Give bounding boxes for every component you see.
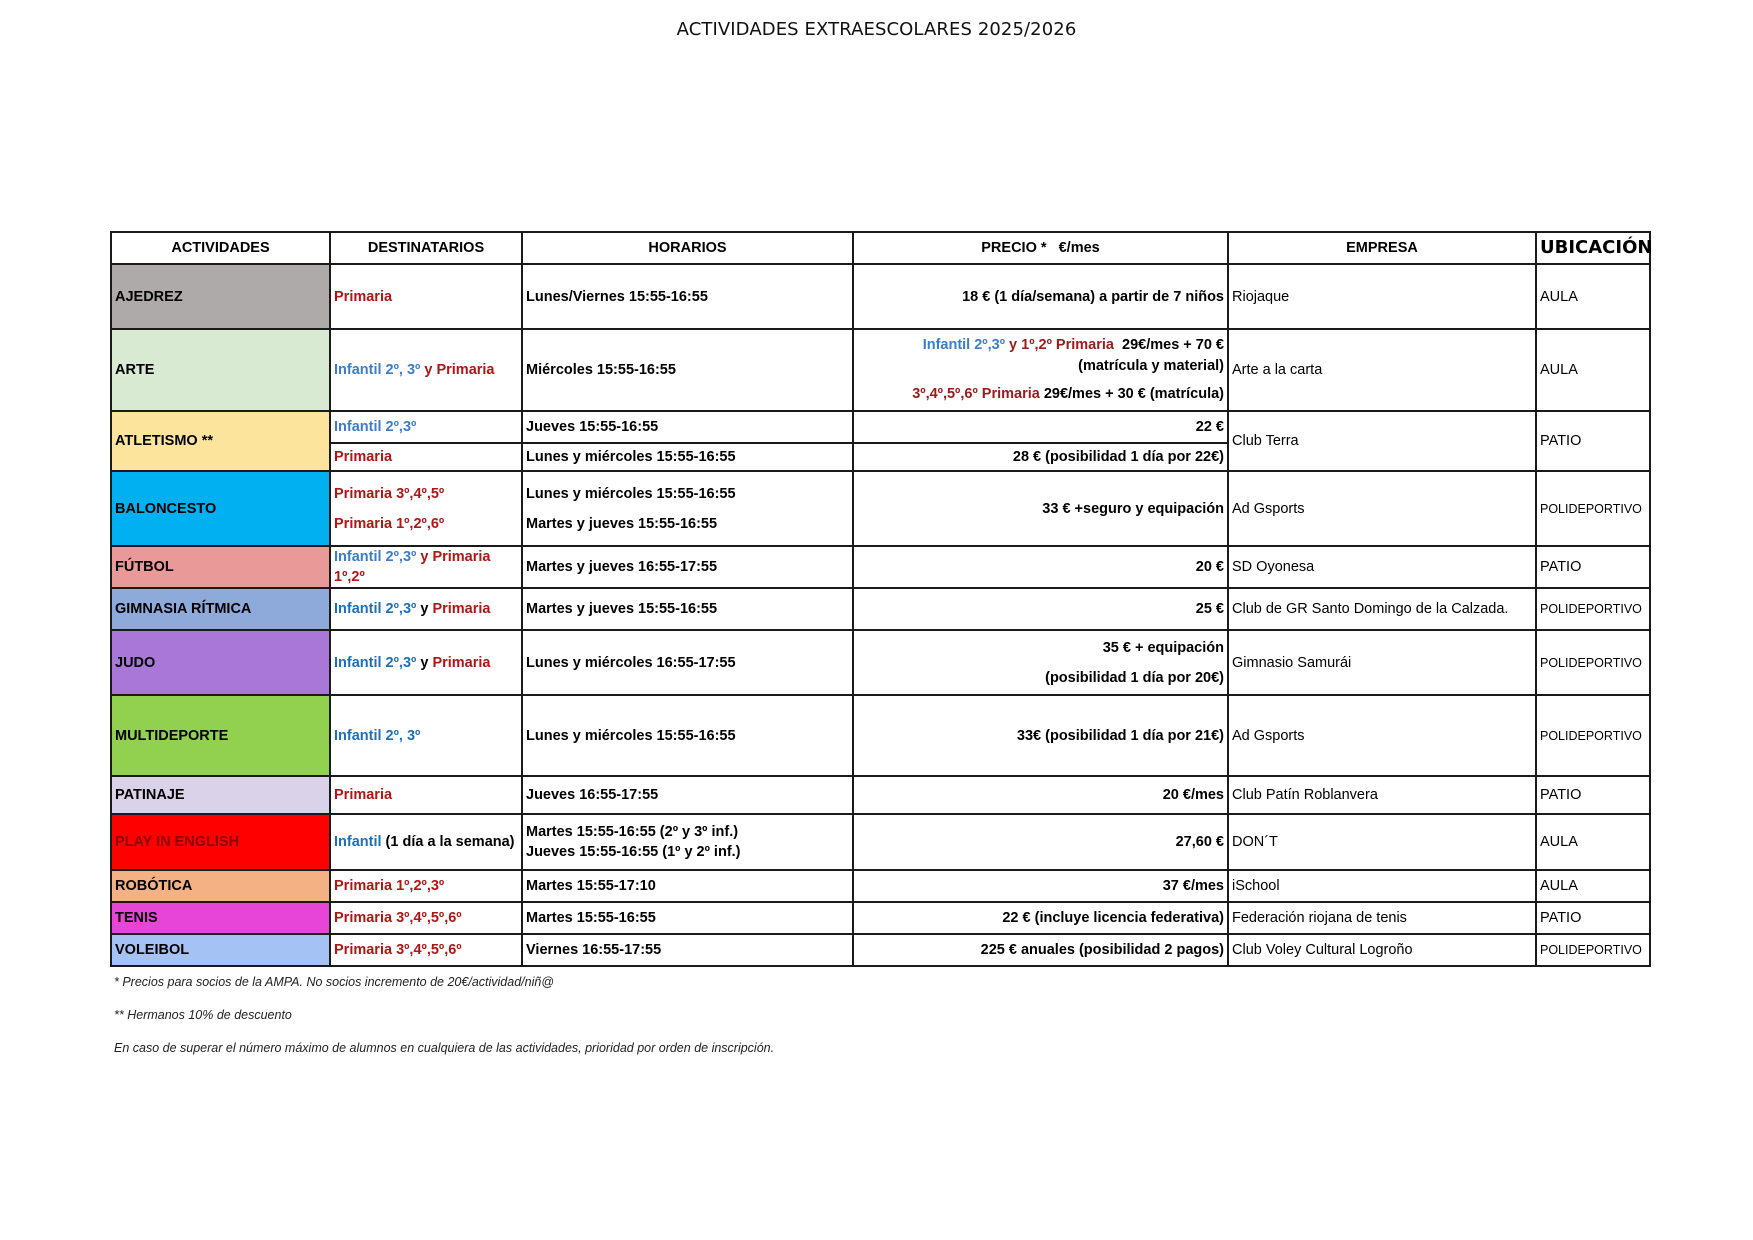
schedule	[522, 471, 853, 546]
recipients	[330, 264, 522, 329]
schedule: Martes y jueves 16:55-17:55	[522, 546, 853, 588]
recipients	[330, 546, 522, 588]
company: Ad Gsports	[1228, 695, 1536, 776]
infantil-label: Infantil 2º,3º	[334, 601, 417, 617]
activity-name: PLAY IN ENGLISH	[111, 814, 330, 870]
primaria-label: Primaria	[334, 449, 393, 465]
table-row	[111, 588, 1650, 630]
infantil-label: Infantil 2º, 3º	[334, 727, 421, 744]
primaria-label: 3º,4º,5º,6º Primaria	[912, 386, 1040, 402]
location: POLIDEPORTIVO	[1536, 695, 1650, 776]
company: Club de GR Santo Domingo de la Calzada.	[1228, 588, 1536, 630]
price	[853, 329, 1228, 411]
primaria-label: Primaria 1º,2º,6º	[334, 515, 445, 532]
infantil-label: Infantil 2º,3º	[334, 654, 417, 671]
company: Riojaque	[1228, 264, 1536, 329]
schedule: Jueves 15:55-16:55	[522, 411, 853, 443]
activity-name: JUDO	[111, 630, 330, 695]
header-ubicacion: UBICACIÓN	[1536, 232, 1650, 264]
table-row	[111, 411, 1650, 443]
activity-name: TENIS	[111, 902, 330, 934]
activity-name: FÚTBOL	[111, 546, 330, 588]
location: AULA	[1536, 329, 1650, 411]
connector: y	[416, 601, 433, 617]
primaria-label: Primaria 3º,4º,5º,6º	[334, 910, 462, 926]
activity-name: BALONCESTO	[111, 471, 330, 546]
company: Ad Gsports	[1228, 471, 1536, 546]
recipients	[330, 776, 522, 814]
schedule: Lunes y miércoles 16:55-17:55	[522, 630, 853, 695]
header-precio: PRECIO * €/mes	[853, 232, 1228, 264]
recipients	[330, 443, 522, 471]
primaria-label: Primaria 3º,4º,5º	[334, 485, 445, 502]
activity-name: MULTIDEPORTE	[111, 695, 330, 776]
company: Gimnasio Samurái	[1228, 630, 1536, 695]
table-row	[111, 546, 1650, 588]
header-horarios: HORARIOS	[522, 232, 853, 264]
schedule: Viernes 16:55-17:55	[522, 934, 853, 966]
price-line-3	[857, 384, 1224, 405]
table-row	[111, 870, 1650, 902]
activity-name: VOLEIBOL	[111, 934, 330, 966]
location: AULA	[1536, 264, 1650, 329]
header-destinatarios: DESTINATARIOS	[330, 232, 522, 264]
schedule: Lunes y miércoles 15:55-16:55	[522, 695, 853, 776]
infantil-label: Infantil	[334, 834, 382, 850]
recipients	[330, 934, 522, 966]
connector: y	[1005, 337, 1022, 353]
price: 22 € (incluye licencia federativa)	[853, 902, 1228, 934]
infantil-label: Infantil 2º,3º	[334, 419, 417, 435]
primaria-label: Primaria	[436, 362, 495, 378]
company: iSchool	[1228, 870, 1536, 902]
schedule: Jueves 16:55-17:55	[522, 776, 853, 814]
primaria-label: Primaria 1º,2º,3º	[334, 878, 445, 894]
schedule: Martes 15:55-17:10	[522, 870, 853, 902]
location: PATIO	[1536, 902, 1650, 934]
price-line-1: 35 € + equipación	[1102, 639, 1224, 656]
footnote-siblings: ** Hermanos 10% de descuento	[114, 1008, 292, 1022]
recipients-note: (1 día a la semana)	[381, 834, 515, 850]
table-header-row	[111, 232, 1650, 264]
price: 33€ (posibilidad 1 día por 21€)	[853, 695, 1228, 776]
primaria-label: Primaria	[432, 654, 491, 671]
price: 225 € anuales (posibilidad 2 pagos)	[853, 934, 1228, 966]
location: PATIO	[1536, 546, 1650, 588]
infantil-label: Infantil 2º,3º	[922, 337, 1005, 353]
table-row	[111, 471, 1650, 546]
primaria-label: 1º,2º Primaria	[1021, 337, 1114, 353]
location: POLIDEPORTIVO	[1536, 471, 1650, 546]
connector: y	[416, 549, 433, 565]
table-row	[111, 814, 1650, 870]
footnotes	[114, 975, 774, 1074]
schedule	[522, 814, 853, 870]
recipients	[330, 695, 522, 776]
recipients	[330, 902, 522, 934]
schedule: Martes y jueves 15:55-16:55	[522, 588, 853, 630]
company: Club Patín Roblanvera	[1228, 776, 1536, 814]
company: Club Voley Cultural Logroño	[1228, 934, 1536, 966]
infantil-label: Infantil 2º,3º	[334, 549, 417, 565]
price: 28 € (posibilidad 1 día por 22€)	[853, 443, 1228, 471]
location: PATIO	[1536, 776, 1650, 814]
activity-name: GIMNASIA RÍTMICA	[111, 588, 330, 630]
schedule-line: Martes 15:55-16:55 (2º y 3º inf.)	[526, 824, 739, 840]
price: 33 € +seguro y equipación	[853, 471, 1228, 546]
primaria-label: Primaria	[334, 787, 393, 803]
table-row	[111, 902, 1650, 934]
recipients	[330, 411, 522, 443]
connector: y	[416, 654, 433, 671]
table-row	[111, 630, 1650, 695]
recipients	[330, 588, 522, 630]
company: SD Oyonesa	[1228, 546, 1536, 588]
table-row	[111, 695, 1650, 776]
schedule-line: Jueves 15:55-16:55 (1º y 2º inf.)	[526, 844, 741, 860]
recipients	[330, 471, 522, 546]
company: Club Terra	[1228, 411, 1536, 471]
location: AULA	[1536, 814, 1650, 870]
footnote-price: * Precios para socios de la AMPA. No socios incremento de 20€/actividad/niñ@	[114, 975, 554, 989]
infantil-label: Infantil 2º, 3º	[334, 362, 421, 378]
price	[853, 630, 1228, 695]
company: Federación riojana de tenis	[1228, 902, 1536, 934]
company: Arte a la carta	[1228, 329, 1536, 411]
price: 18 € (1 día/semana) a partir de 7 niños	[853, 264, 1228, 329]
recipients	[330, 814, 522, 870]
location: AULA	[1536, 870, 1650, 902]
price: 25 €	[853, 588, 1228, 630]
page-title: ACTIVIDADES EXTRAESCOLARES 2025/2026	[676, 19, 1077, 40]
footnote-priority: En caso de superar el número máximo de alumnos en cualquiera de las actividades, prioridad por orden de inscripción.	[114, 1041, 775, 1055]
primaria-label: Primaria	[432, 601, 491, 617]
schedule: Miércoles 15:55-16:55	[522, 329, 853, 411]
company: DON´T	[1228, 814, 1536, 870]
price: 22 €	[853, 411, 1228, 443]
activity-name: ATLETISMO **	[111, 411, 330, 471]
activity-name: ARTE	[111, 329, 330, 411]
activity-name: AJEDREZ	[111, 264, 330, 329]
price: 37 €/mes	[853, 870, 1228, 902]
activity-name: PATINAJE	[111, 776, 330, 814]
schedule-line: Martes y jueves 15:55-16:55	[526, 515, 718, 532]
price-line-1	[857, 335, 1224, 356]
location: PATIO	[1536, 411, 1650, 471]
primaria-label: Primaria 1º,2º	[334, 549, 491, 585]
location: POLIDEPORTIVO	[1536, 588, 1650, 630]
location: POLIDEPORTIVO	[1536, 934, 1650, 966]
location: POLIDEPORTIVO	[1536, 630, 1650, 695]
activities-table	[110, 231, 1651, 967]
table-row	[111, 934, 1650, 966]
schedule-line: Lunes y miércoles 15:55-16:55	[526, 485, 736, 502]
price-amount: 29€/mes + 70 €	[1113, 337, 1224, 353]
price: 27,60 €	[853, 814, 1228, 870]
price-line-2: (posibilidad 1 día por 20€)	[1045, 669, 1224, 686]
primaria-label: Primaria	[334, 288, 393, 305]
recipients	[330, 630, 522, 695]
recipients	[330, 329, 522, 411]
price-amount: 29€/mes + 30 € (matrícula)	[1039, 386, 1224, 402]
price-line-2: (matrícula y material)	[1078, 358, 1224, 374]
header-actividades: ACTIVIDADES	[111, 232, 330, 264]
recipients	[330, 870, 522, 902]
connector: y	[420, 362, 437, 378]
schedule: Lunes y miércoles 15:55-16:55	[522, 443, 853, 471]
header-empresa: EMPRESA	[1228, 232, 1536, 264]
price: 20 €/mes	[853, 776, 1228, 814]
primaria-label: Primaria 3º,4º,5º,6º	[334, 942, 462, 958]
table-row	[111, 776, 1650, 814]
activity-name: ROBÓTICA	[111, 870, 330, 902]
price: 20 €	[853, 546, 1228, 588]
schedule: Lunes/Viernes 15:55-16:55	[522, 264, 853, 329]
table-row	[111, 264, 1650, 329]
schedule: Martes 15:55-16:55	[522, 902, 853, 934]
table-row	[111, 329, 1650, 411]
